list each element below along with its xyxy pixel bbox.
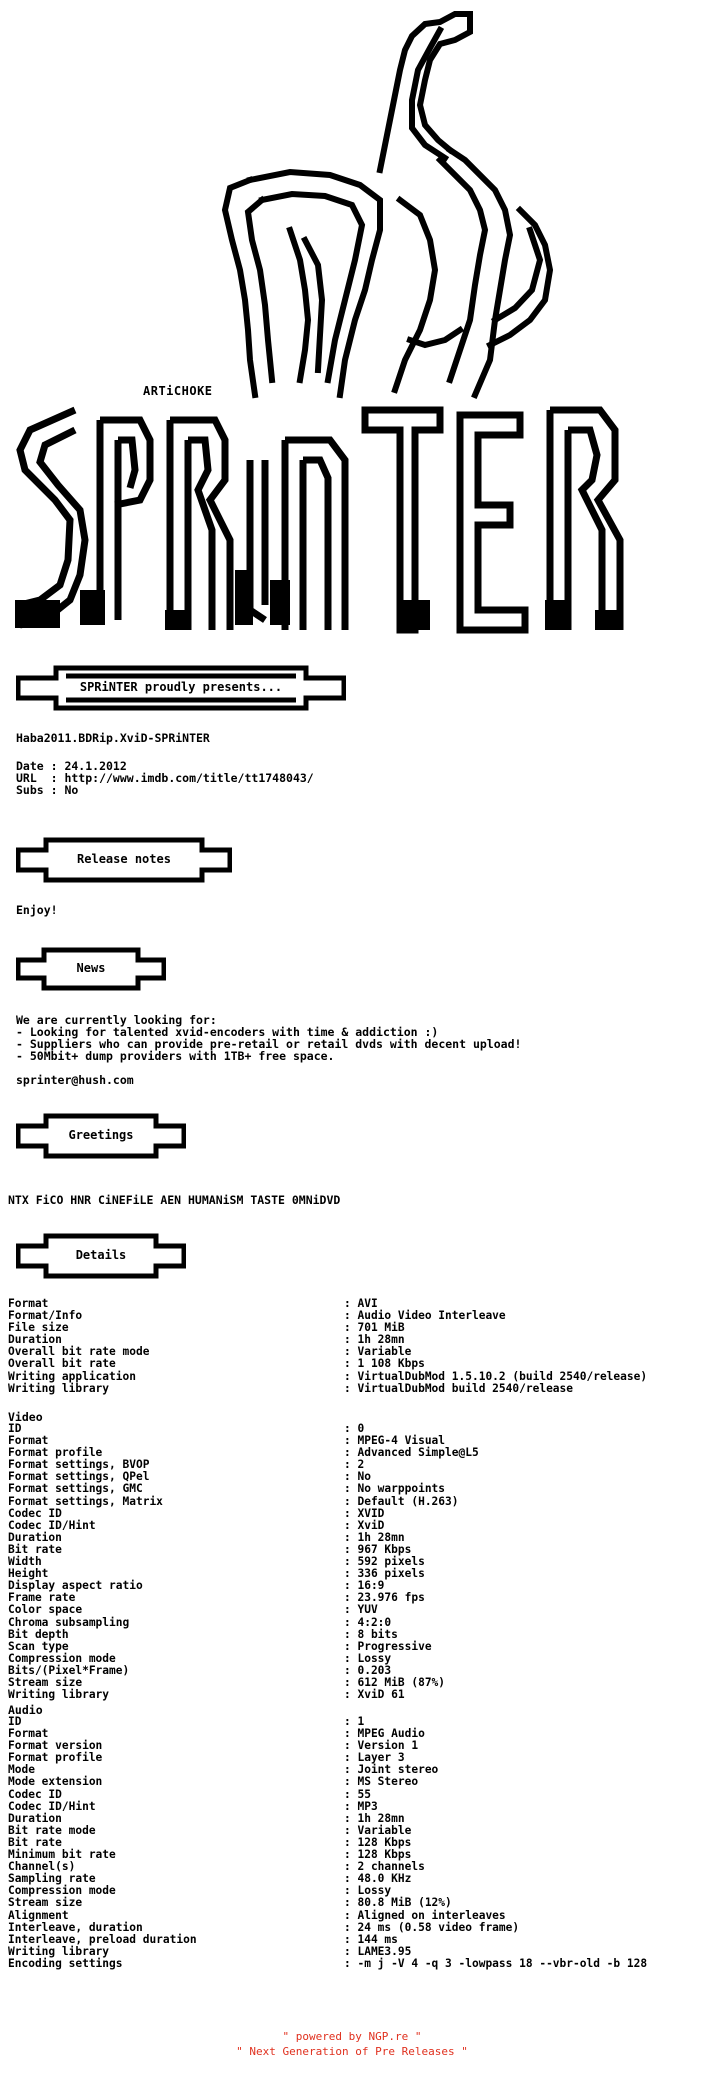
detail-value: : 16:9 [344, 1579, 385, 1593]
detail-row [8, 1897, 698, 1909]
detail-value: : 967 Kbps [344, 1542, 412, 1556]
detail-row [8, 1776, 698, 1788]
news-line: We are currently looking for: [16, 1013, 217, 1027]
detail-key: Compression mode [8, 1651, 116, 1665]
detail-key: Bits/(Pixel*Frame) [8, 1663, 130, 1677]
detail-key: Mode [8, 1763, 35, 1777]
detail-key: Codec ID [8, 1787, 62, 1801]
detail-key: Writing library [8, 1688, 110, 1702]
banner-label: SPRiNTER proudly presents... [79, 680, 283, 694]
detail-key: Encoding settings [8, 1956, 123, 1970]
detail-value: : 8 bits [344, 1627, 398, 1641]
detail-key: Duration [8, 1811, 62, 1825]
detail-value: : Audio Video Interleave [344, 1309, 506, 1323]
detail-value: : 592 pixels [344, 1555, 425, 1569]
detail-key: Codec ID [8, 1506, 62, 1520]
greetings-text: NTX FiCO HNR CiNEFiLE AEN HUMANiSM TASTE 0MNiDVD [8, 1193, 341, 1207]
detail-key: Format [8, 1297, 49, 1310]
detail-row [8, 1604, 698, 1616]
detail-value: : 55 [344, 1787, 371, 1801]
detail-key: Codec ID/Hint [8, 1799, 96, 1813]
detail-value: : MS Stereo [344, 1775, 419, 1789]
detail-key: ID [8, 1422, 22, 1435]
detail-row [8, 1689, 698, 1701]
banner-label: Details [75, 1248, 127, 1262]
detail-value: : 2 channels [344, 1860, 425, 1874]
detail-row [8, 1496, 698, 1508]
banner-label: Greetings [68, 1128, 134, 1142]
detail-value: : 2 [344, 1458, 365, 1472]
detail-value: : LAME3.95 [344, 1944, 412, 1958]
detail-value: : 23.976 fps [344, 1591, 425, 1605]
detail-key: Minimum bit rate [8, 1848, 116, 1862]
banner-label: News [76, 961, 106, 975]
detail-key: Format version [8, 1739, 103, 1753]
detail-value: : Advanced Simple@L5 [344, 1446, 479, 1460]
footer-powered-by[interactable]: " powered by NGP.re " [282, 2030, 422, 2043]
detail-value: : 701 MiB [344, 1321, 405, 1335]
detail-row [8, 1641, 698, 1653]
ascii-art-logo [0, 0, 704, 660]
video-section-title: Video [8, 1410, 43, 1424]
detail-value: : 80.8 MiB (12%) [344, 1896, 452, 1910]
video-details [8, 1423, 698, 1701]
detail-value: : 128 Kbps [344, 1835, 412, 1849]
detail-key: Interleave, preload duration [8, 1932, 197, 1946]
detail-value: : Progressive [344, 1639, 432, 1653]
banner-label: Release notes [77, 852, 171, 866]
detail-row [8, 1358, 698, 1370]
detail-value: : VirtualDubMod build 2540/release [344, 1381, 574, 1395]
detail-key: Frame rate [8, 1591, 76, 1605]
detail-key: Bit rate [8, 1542, 62, 1556]
detail-row [8, 1934, 698, 1946]
detail-value: : 1h 28mn [344, 1333, 405, 1347]
detail-value: : 336 pixels [344, 1567, 425, 1581]
news-line: - 50Mbit+ dump providers with 1TB+ free space. [16, 1049, 335, 1063]
detail-row [8, 1910, 698, 1922]
release-name: Haba2011.BDRip.XviD-SPRiNTER [16, 731, 210, 745]
detail-key: Alignment [8, 1908, 69, 1922]
detail-key: Format/Info [8, 1309, 83, 1323]
detail-value: : Default (H.263) [344, 1494, 459, 1508]
detail-row [8, 1617, 698, 1629]
detail-key: Format profile [8, 1751, 103, 1765]
detail-key: Writing library [8, 1381, 110, 1395]
detail-value: : 612 MiB (87%) [344, 1675, 446, 1689]
news-line: - Suppliers who can provide pre-retail or retail dvds with decent upload! [16, 1037, 522, 1051]
contact-email[interactable]: sprinter@hush.com [16, 1073, 134, 1087]
detail-key: ID [8, 1715, 22, 1728]
detail-key: Duration [8, 1530, 62, 1544]
detail-value: : 0 [344, 1422, 365, 1435]
detail-value: : VirtualDubMod 1.5.10.2 (build 2540/release) [344, 1369, 648, 1383]
audio-section-title: Audio [8, 1703, 43, 1717]
detail-value: : Variable [344, 1823, 412, 1837]
detail-value: : 24 ms (0.58 video frame) [344, 1920, 520, 1934]
detail-value: : XviD 61 [344, 1688, 405, 1702]
detail-value: : 1h 28mn [344, 1811, 405, 1825]
detail-key: Height [8, 1567, 49, 1581]
detail-value: : Lossy [344, 1884, 392, 1898]
detail-value: : Version 1 [344, 1739, 419, 1753]
detail-value: : 1 [344, 1715, 365, 1728]
detail-value: : Lossy [344, 1651, 392, 1665]
detail-value: : 144 ms [344, 1932, 398, 1946]
detail-value: : MPEG-4 Visual [344, 1434, 446, 1448]
greetings-banner [16, 1112, 186, 1160]
detail-key: Codec ID/Hint [8, 1518, 96, 1532]
detail-value: : 4:2:0 [344, 1615, 392, 1629]
detail-key: Format settings, QPel [8, 1470, 150, 1484]
detail-row [8, 1508, 698, 1520]
detail-value: : 128 Kbps [344, 1848, 412, 1862]
detail-key: Stream size [8, 1896, 83, 1910]
detail-row [8, 1922, 698, 1934]
news-line: - Looking for talented xvid-encoders with time & addiction :) [16, 1025, 439, 1039]
artist-credit: ARTiCHOKE [143, 384, 213, 398]
detail-value: : Variable [344, 1345, 412, 1359]
detail-key: Stream size [8, 1675, 83, 1689]
url-line: URL : http://www.imdb.com/title/tt1748043/ [16, 771, 314, 785]
release-notes-banner [16, 836, 232, 884]
detail-key: Width [8, 1555, 42, 1569]
detail-key: Writing library [8, 1944, 110, 1958]
detail-row [8, 1629, 698, 1641]
general-details [8, 1298, 698, 1395]
detail-value: : AVI [344, 1297, 378, 1310]
detail-value: : No warppoints [344, 1482, 446, 1496]
detail-row [8, 1801, 698, 1813]
detail-key: Scan type [8, 1639, 69, 1653]
audio-details [8, 1716, 698, 1970]
detail-key: Format settings, BVOP [8, 1458, 150, 1472]
detail-row [8, 1383, 698, 1395]
details-banner [16, 1232, 186, 1280]
detail-value: : Joint stereo [344, 1763, 439, 1777]
detail-row [8, 1958, 698, 1970]
detail-key: Overall bit rate mode [8, 1345, 150, 1359]
detail-key: Interleave, duration [8, 1920, 143, 1934]
detail-key: Bit depth [8, 1627, 69, 1641]
footer-tagline: " Next Generation of Pre Releases " [236, 2045, 468, 2058]
detail-key: Mode extension [8, 1775, 103, 1789]
detail-key: Display aspect ratio [8, 1579, 143, 1593]
subs-line: Subs : No [16, 783, 79, 797]
detail-value: : Layer 3 [344, 1751, 405, 1765]
detail-value: : 48.0 KHz [344, 1872, 412, 1886]
detail-key: File size [8, 1321, 69, 1335]
detail-key: Format profile [8, 1446, 103, 1460]
detail-key: Channel(s) [8, 1860, 76, 1874]
detail-value: : XVID [344, 1506, 385, 1520]
detail-key: Format [8, 1727, 49, 1741]
detail-value: : 1h 28mn [344, 1530, 405, 1544]
release-notes-text: Enjoy! [16, 903, 58, 917]
detail-row [8, 1789, 698, 1801]
date-line: Date : 24.1.2012 [16, 759, 127, 773]
detail-key: Format settings, Matrix [8, 1494, 163, 1508]
news-banner [16, 946, 166, 992]
detail-key: Writing application [8, 1369, 136, 1383]
detail-key: Format [8, 1434, 49, 1448]
detail-row [8, 1483, 698, 1495]
detail-value: : Aligned on interleaves [344, 1908, 506, 1922]
detail-key: Duration [8, 1333, 62, 1347]
detail-value: : -m j -V 4 -q 3 -lowpass 18 --vbr-old -b 128 [344, 1956, 648, 1970]
detail-key: Sampling rate [8, 1872, 96, 1886]
detail-value: : MP3 [344, 1799, 378, 1813]
detail-value: : 1 108 Kbps [344, 1357, 425, 1371]
detail-row [8, 1371, 698, 1383]
detail-key: Chroma subsampling [8, 1615, 130, 1629]
detail-key: Format settings, GMC [8, 1482, 143, 1496]
detail-key: Overall bit rate [8, 1357, 116, 1371]
detail-key: Bit rate mode [8, 1823, 96, 1837]
presents-banner [16, 664, 346, 712]
detail-value: : YUV [344, 1603, 378, 1617]
detail-key: Compression mode [8, 1884, 116, 1898]
detail-value: : XviD [344, 1518, 385, 1532]
detail-key: Color space [8, 1603, 83, 1617]
detail-value: : No [344, 1470, 371, 1484]
detail-key: Bit rate [8, 1835, 62, 1849]
detail-value: : 0.203 [344, 1663, 392, 1677]
detail-value: : MPEG Audio [344, 1727, 425, 1741]
